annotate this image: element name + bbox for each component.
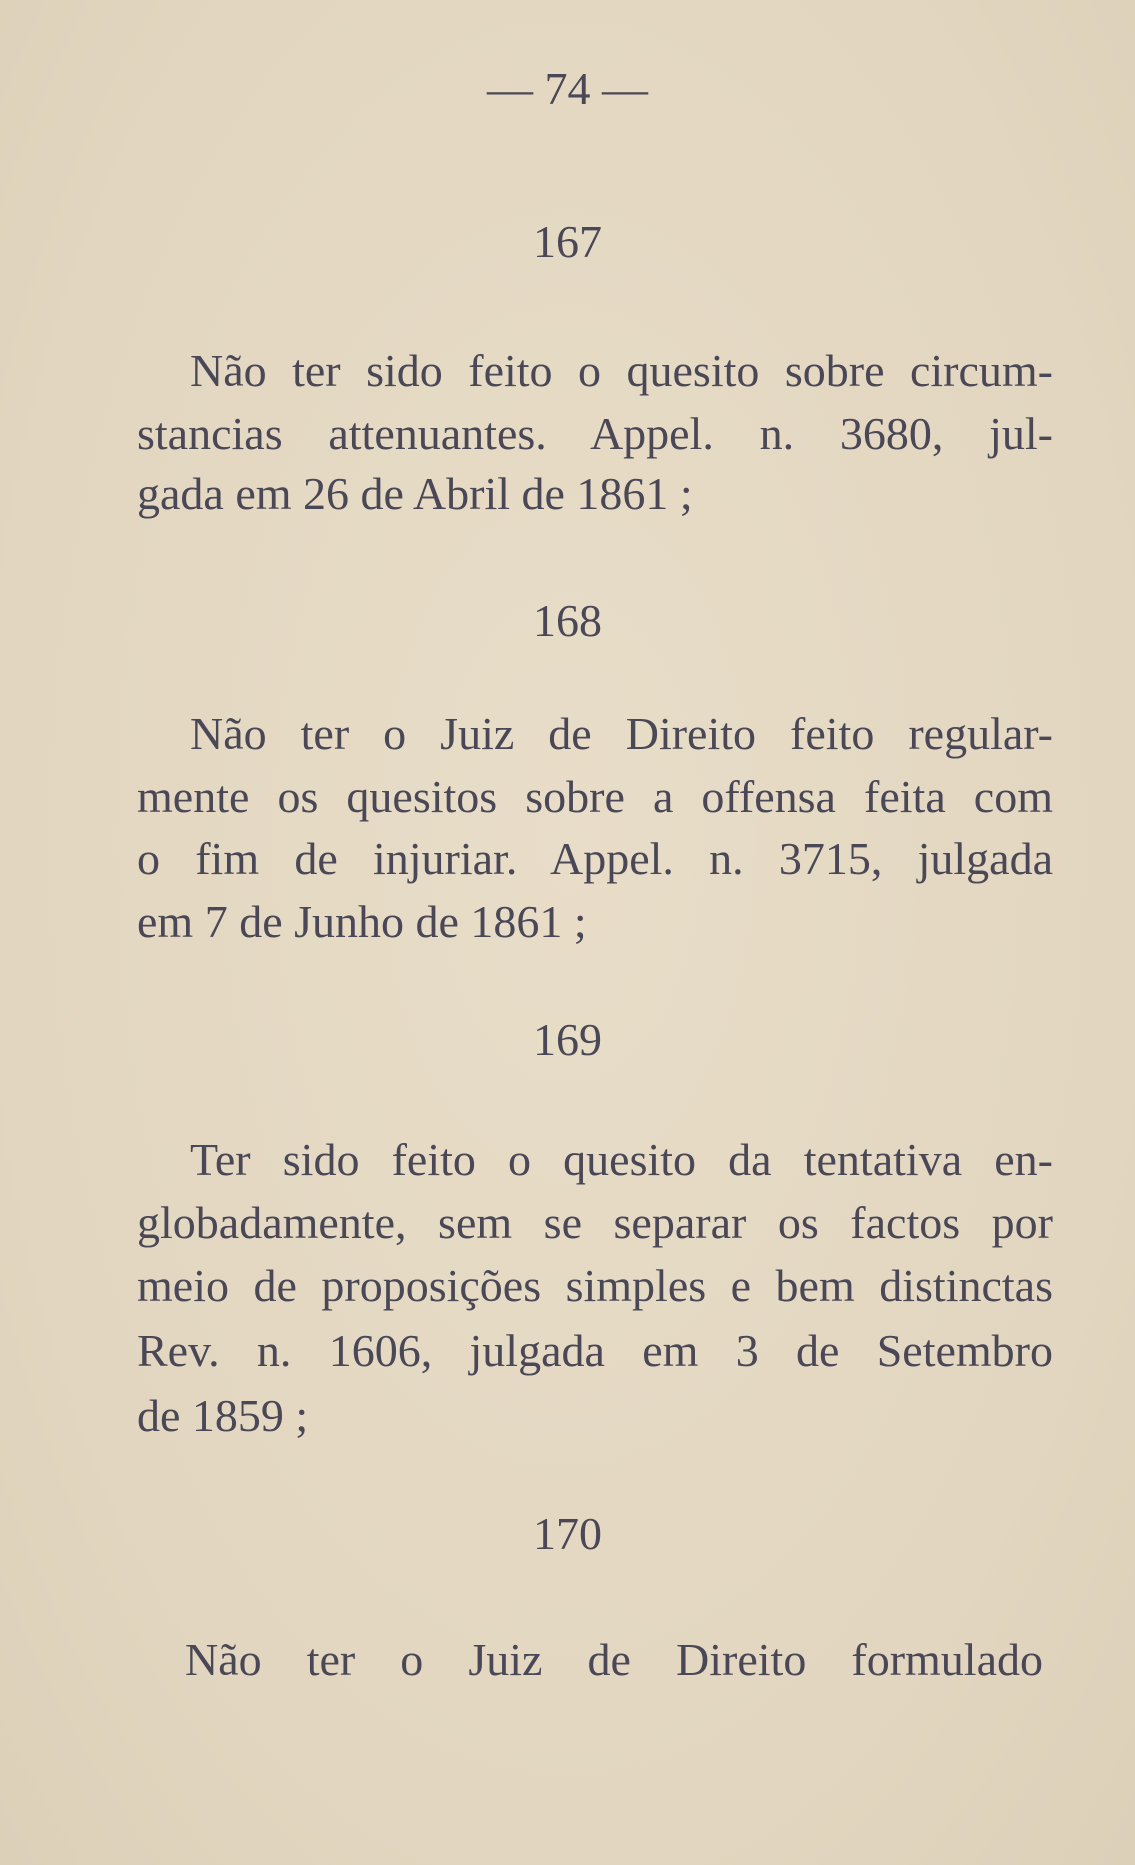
page-number: — 74 — bbox=[487, 63, 648, 114]
section-number: 168 bbox=[533, 595, 602, 646]
section-number: 167 bbox=[533, 216, 602, 267]
text-line: mente os quesitos sobre a offensa feita com bbox=[137, 771, 1053, 822]
text-line: meio de proposições simples e bem distinctas bbox=[137, 1260, 1053, 1311]
text-line: Não ter sido feito o quesito sobre circum- bbox=[190, 345, 1053, 396]
text-line: globadamente, sem se separar os factos por bbox=[137, 1197, 1053, 1248]
text-line: Não ter o Juiz de Direito formulado bbox=[185, 1634, 1043, 1685]
text-line: de 1859 ; bbox=[137, 1390, 309, 1441]
section-number: 169 bbox=[533, 1014, 602, 1065]
text-line: stancias attenuantes. Appel. n. 3680, jul- bbox=[137, 408, 1053, 459]
text-line: em 7 de Junho de 1861 ; bbox=[137, 896, 587, 947]
text-line: Rev. n. 1606, julgada em 3 de Setembro bbox=[137, 1325, 1053, 1376]
text-line: Ter sido feito o quesito da tentativa en- bbox=[190, 1134, 1053, 1185]
text-line: gada em 26 de Abril de 1861 ; bbox=[137, 468, 693, 519]
section-number: 170 bbox=[533, 1508, 602, 1559]
text-line: o fim de injuriar. Appel. n. 3715, julgada bbox=[137, 833, 1053, 884]
text-line: Não ter o Juiz de Direito feito regular- bbox=[190, 708, 1053, 759]
